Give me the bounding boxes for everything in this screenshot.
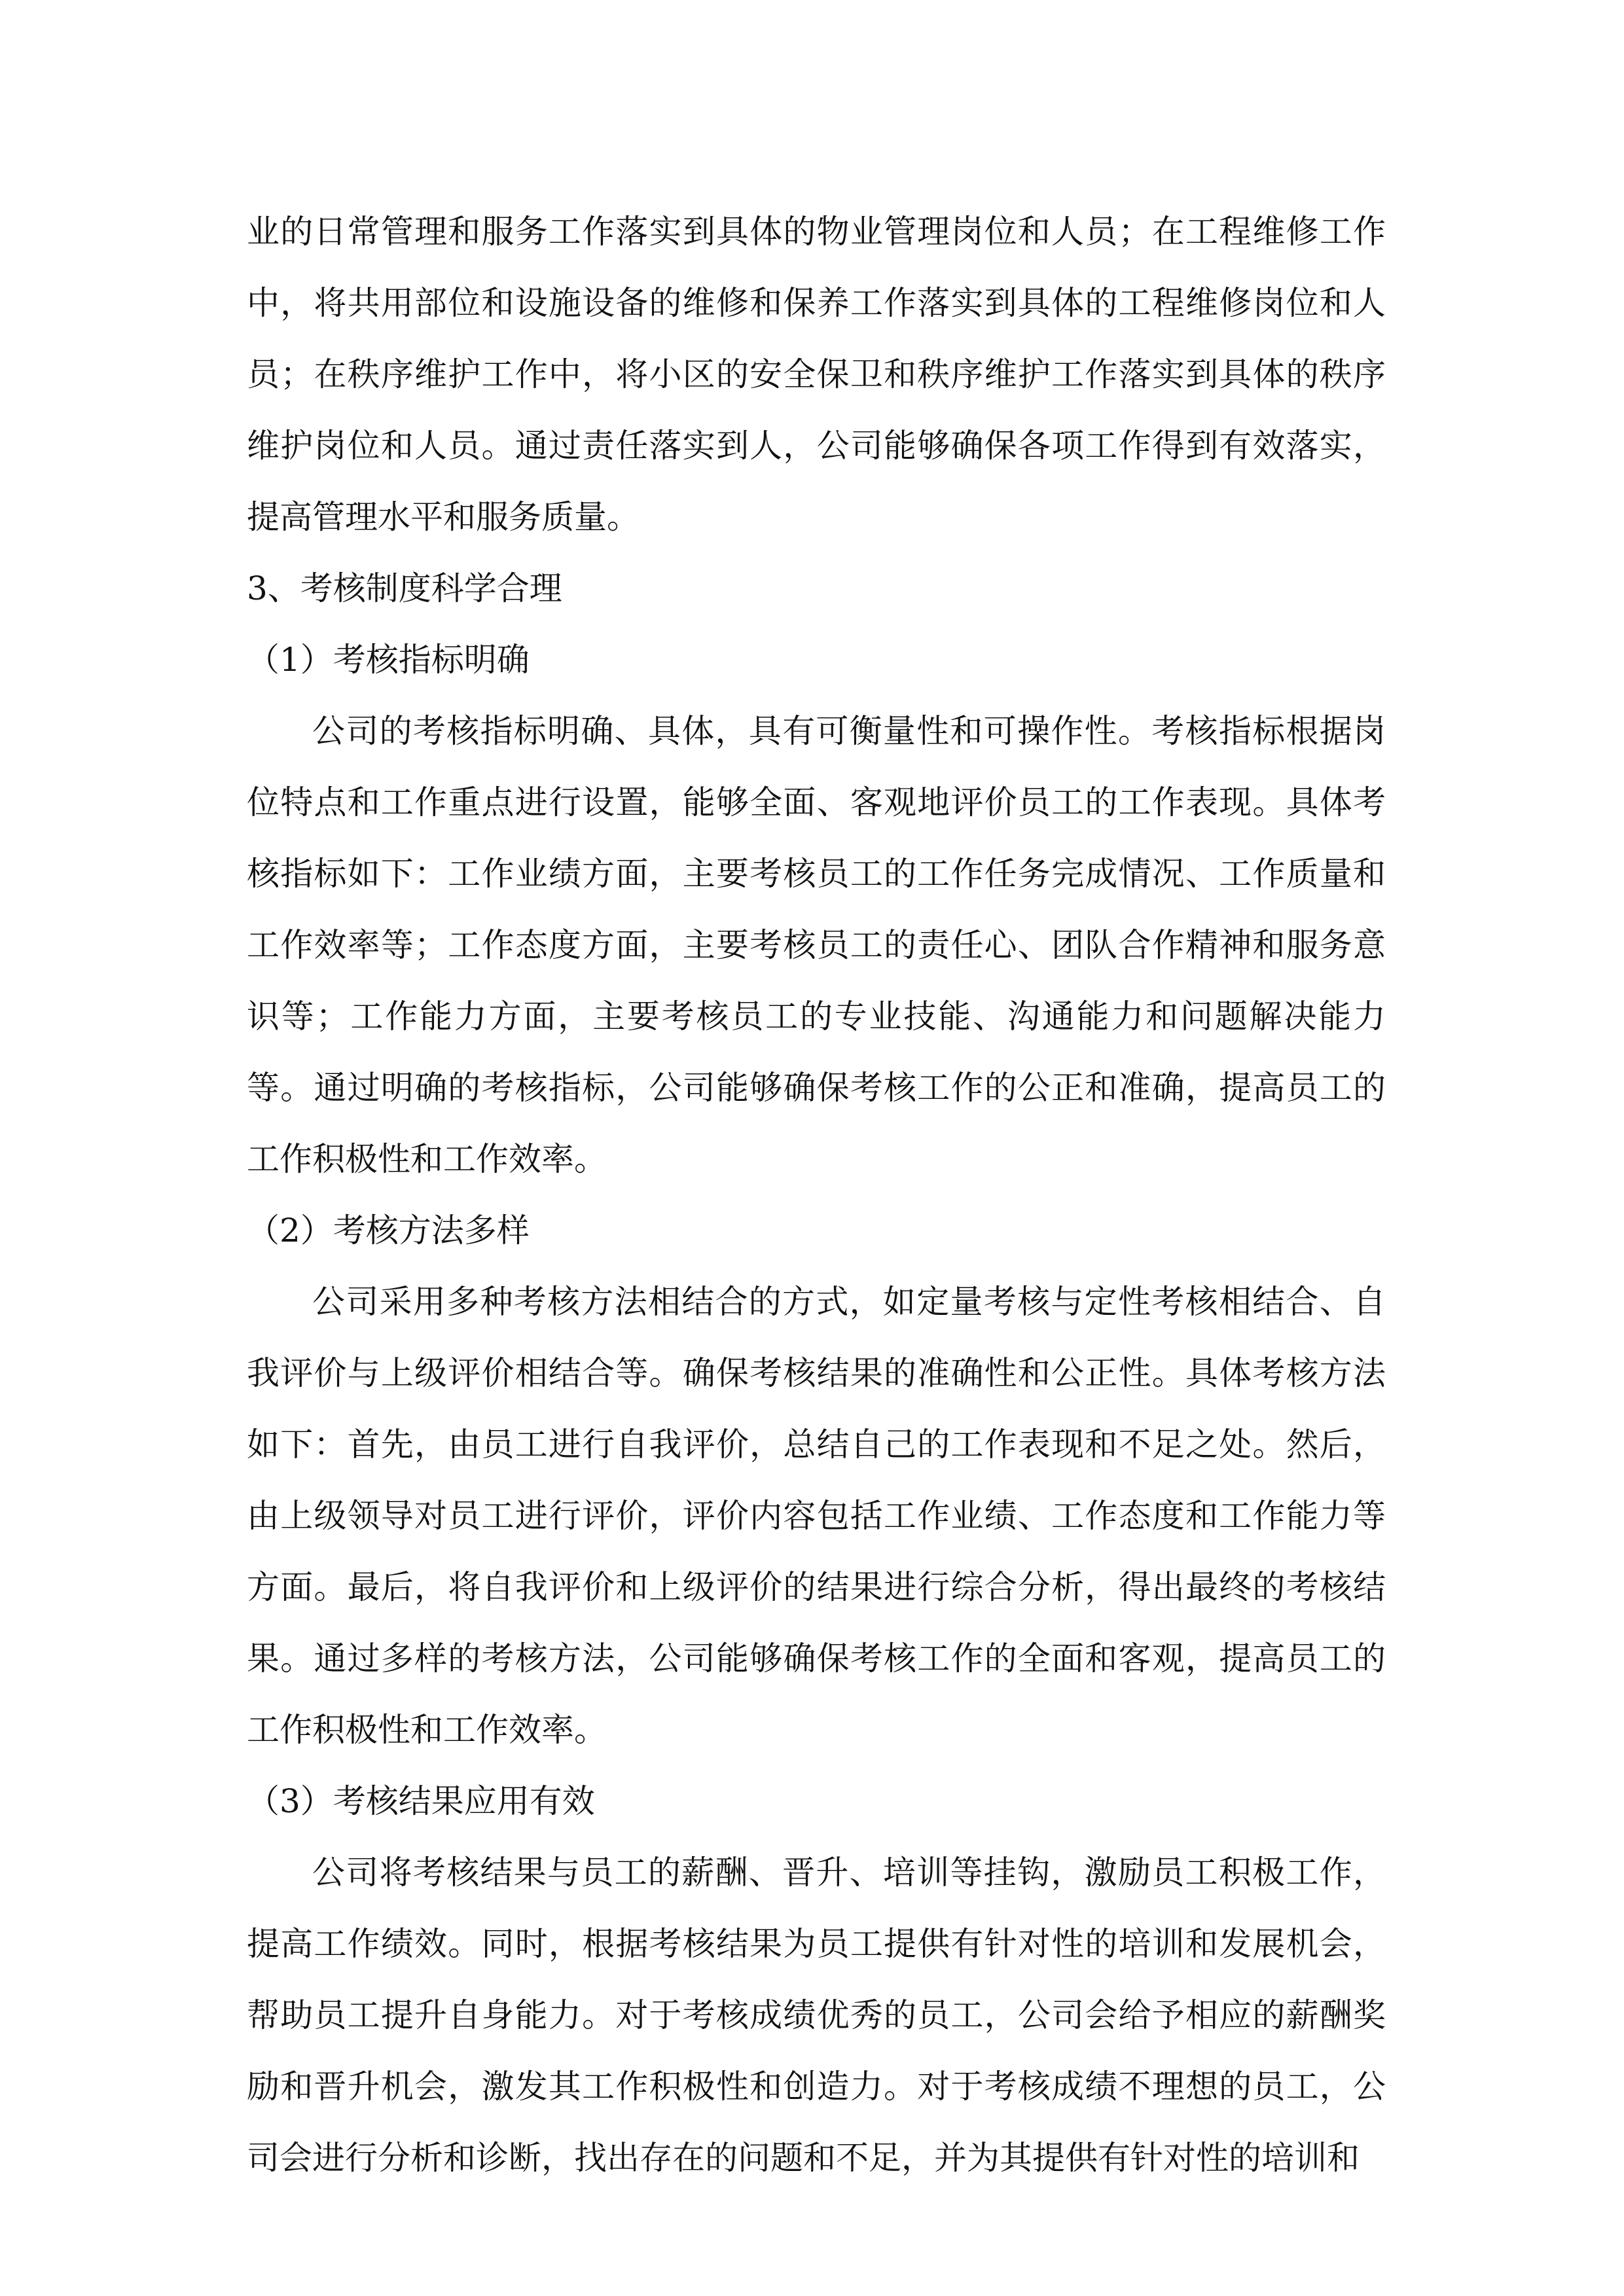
subsection-1-paragraph: 公司的考核指标明确、具体，具有可衡量性和可操作性。考核指标根据岗位特点和工作重点进行设置，能够全面、客观地评价员工的工作表现。具体考核指标如下：工作业绩方面，主要考核员工的工作任务完成情况、工作质量和工作效率等；工作态度方面，主要考核员工的责任心、团队合作精神和服务意识等；工作能力方面，主要考核员工的专业技能、沟通能力和问题解决能力等。通过明确的考核指标，公司能够确保考核工作的公正和准确，提高员工的工作积极性和工作效率。 xyxy=(247,712,1386,1178)
section-heading: 3、考核制度科学合理 xyxy=(247,569,562,607)
subsection-2-heading: （2）考核方法多样 xyxy=(247,1211,530,1249)
subsection-2-paragraph: 公司采用多种考核方法相结合的方式，如定量考核与定性考核相结合、自我评价与上级评价相结合等。确保考核结果的准确性和公正性。具体考核方法如下：首先，由员工进行自我评价，总结自己的工作表现和不足之处。然后，由上级领导对员工进行评价，评价内容包括工作业绩、工作态度和工作能力等方面。最后，将自我评价和上级评价的结果进行综合分析，得出最终的考核结果。通过多样的考核方法，公司能够确保考核工作的全面和客观，提高员工的工作积极性和工作效率。 xyxy=(247,1283,1386,1749)
subsection-1-heading: （1）考核指标明确 xyxy=(247,641,530,679)
intro-paragraph: 业的日常管理和服务工作落实到具体的物业管理岗位和人员；在工程维修工作中，将共用部位和设施设备的维修和保养工作落实到具体的工程维修岗位和人员；在秩序维护工作中，将小区的安全保卫和秩序维护工作落实到具体的秩序维护岗位和人员。通过责任落实到人，公司能够确保各项工作得到有效落实，提高管理水平和服务质量。 xyxy=(247,213,1386,536)
subsection-3-paragraph: 公司将考核结果与员工的薪酬、晋升、培训等挂钩，激励员工积极工作，提高工作绩效。同时，根据考核结果为员工提供有针对性的培训和发展机会，帮助员工提升自身能力。对于考核成绩优秀的员工，公司会给予相应的薪酬奖励和晋升机会，激发其工作积极性和创造力。对于考核成绩不理想的员工，公司会进行分析和诊断，找出存在的问题和不足，并为其提供有针对性的培训和 xyxy=(247,1854,1386,2177)
subsection-3-heading: （3）考核结果应用有效 xyxy=(247,1782,595,1820)
document-page xyxy=(247,196,1386,2194)
